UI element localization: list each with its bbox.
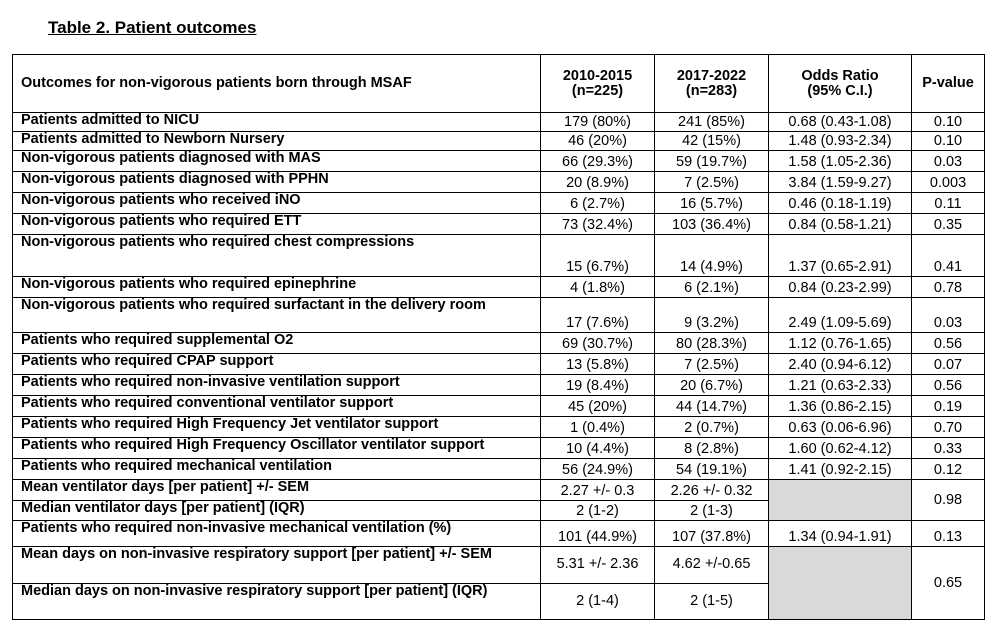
value-2017-2022: 2 (1-3) (655, 501, 769, 521)
value-2010-2015: 10 (4.4%) (541, 438, 655, 459)
header-2017-2022-years: 2017-2022 (676, 67, 747, 84)
p-value: 0.70 (912, 417, 985, 438)
outcome-label: Patients admitted to Newborn Nursery (13, 132, 541, 151)
table-row (13, 396, 985, 417)
table-row (13, 235, 985, 277)
table-row (13, 277, 985, 298)
table-row (13, 193, 985, 214)
patient-outcomes-table (12, 54, 985, 620)
header-2010-2015-n: (n=225) (571, 82, 624, 99)
value-2017-2022: 8 (2.8%) (655, 438, 769, 459)
value-2017-2022: 2.26 +/- 0.32 (655, 480, 769, 501)
outcome-label: Non-vigorous patients who required chest compressions (13, 235, 541, 277)
header-odds-ratio-title: Odds Ratio (801, 67, 879, 84)
odds-ratio: 1.58 (1.05-2.36) (769, 151, 912, 172)
value-2010-2015: 15 (6.7%) (541, 235, 655, 277)
p-value: 0.03 (912, 298, 985, 333)
p-value: 0.10 (912, 132, 985, 151)
value-2017-2022: 7 (2.5%) (655, 172, 769, 193)
table-row (13, 333, 985, 354)
table-row (13, 417, 985, 438)
odds-ratio: 1.12 (0.76-1.65) (769, 333, 912, 354)
value-2017-2022: 4.62 +/-0.65 (655, 547, 769, 584)
header-2010-2015-years: 2010-2015 (562, 67, 633, 84)
value-2017-2022: 9 (3.2%) (655, 298, 769, 333)
value-2010-2015: 1 (0.4%) (541, 417, 655, 438)
value-2017-2022: 2 (1-5) (655, 584, 769, 620)
value-2017-2022: 80 (28.3%) (655, 333, 769, 354)
outcome-label: Patients who required non-invasive ventilation support (13, 375, 541, 396)
table-row (13, 214, 985, 235)
value-2017-2022: 59 (19.7%) (655, 151, 769, 172)
value-2017-2022: 7 (2.5%) (655, 354, 769, 375)
outcome-label: Non-vigorous patients who required surfactant in the delivery room (13, 298, 541, 333)
header-2017-2022 (655, 55, 769, 113)
outcome-label: Median ventilator days [per patient] (IQR) (13, 501, 541, 521)
p-value: 0.33 (912, 438, 985, 459)
outcome-label: Patients who required mechanical ventilation (13, 459, 541, 480)
header-p-value: P-value (912, 55, 985, 113)
outcome-label: Non-vigorous patients who required ETT (13, 214, 541, 235)
value-2017-2022: 42 (15%) (655, 132, 769, 151)
table-row (13, 354, 985, 375)
p-value: 0.19 (912, 396, 985, 417)
header-odds-ratio-ci: (95% C.I.) (807, 82, 873, 99)
p-value: 0.65 (912, 547, 985, 620)
value-2010-2015: 2 (1-4) (541, 584, 655, 620)
outcome-label: Non-vigorous patients diagnosed with PPHN (13, 172, 541, 193)
value-2010-2015: 2.27 +/- 0.3 (541, 480, 655, 501)
table-title: Table 2. Patient outcomes (48, 18, 257, 37)
odds-ratio: 1.34 (0.94-1.91) (769, 521, 912, 547)
p-value: 0.03 (912, 151, 985, 172)
odds-ratio: 1.48 (0.93-2.34) (769, 132, 912, 151)
value-2010-2015: 19 (8.4%) (541, 375, 655, 396)
p-value: 0.35 (912, 214, 985, 235)
table-row (13, 375, 985, 396)
value-2017-2022: 54 (19.1%) (655, 459, 769, 480)
odds-ratio: 0.46 (0.18-1.19) (769, 193, 912, 214)
table-row (13, 151, 985, 172)
odds-ratio: 1.36 (0.86-2.15) (769, 396, 912, 417)
value-2017-2022: 241 (85%) (655, 113, 769, 132)
table-row (13, 480, 985, 501)
p-value: 0.10 (912, 113, 985, 132)
odds-ratio: 3.84 (1.59-9.27) (769, 172, 912, 193)
table-row (13, 298, 985, 333)
value-2010-2015: 56 (24.9%) (541, 459, 655, 480)
value-2010-2015: 73 (32.4%) (541, 214, 655, 235)
outcome-label: Patients who required conventional ventilator support (13, 396, 541, 417)
p-value: 0.78 (912, 277, 985, 298)
value-2017-2022: 107 (37.8%) (655, 521, 769, 547)
outcome-label: Median days on non-invasive respiratory support [per patient] (IQR) (13, 584, 541, 620)
value-2010-2015: 5.31 +/- 2.36 (541, 547, 655, 584)
table-row (13, 132, 985, 151)
p-value: 0.07 (912, 354, 985, 375)
odds-ratio: 0.68 (0.43-1.08) (769, 113, 912, 132)
table-row (13, 113, 985, 132)
header-outcomes: Outcomes for non-vigorous patients born through MSAF (13, 55, 541, 113)
outcome-label: Non-vigorous patients who received iNO (13, 193, 541, 214)
value-2010-2015: 69 (30.7%) (541, 333, 655, 354)
value-2010-2015: 46 (20%) (541, 132, 655, 151)
odds-ratio: 2.49 (1.09-5.69) (769, 298, 912, 333)
value-2017-2022: 103 (36.4%) (655, 214, 769, 235)
outcome-label: Patients who required High Frequency Jet ventilator support (13, 417, 541, 438)
value-2010-2015: 6 (2.7%) (541, 193, 655, 214)
odds-ratio: 0.84 (0.23-2.99) (769, 277, 912, 298)
table-row (13, 521, 985, 547)
value-2017-2022: 20 (6.7%) (655, 375, 769, 396)
table-row (13, 459, 985, 480)
table-row (13, 438, 985, 459)
outcome-label: Mean ventilator days [per patient] +/- SEM (13, 480, 541, 501)
outcome-label: Patients who required High Frequency Oscillator ventilator support (13, 438, 541, 459)
odds-ratio: 0.84 (0.58-1.21) (769, 214, 912, 235)
odds-ratio: 2.40 (0.94-6.12) (769, 354, 912, 375)
p-value: 0.56 (912, 333, 985, 354)
header-odds-ratio (769, 55, 912, 113)
odds-ratio: 1.41 (0.92-2.15) (769, 459, 912, 480)
value-2010-2015: 2 (1-2) (541, 501, 655, 521)
odds-ratio-empty (769, 480, 912, 521)
outcome-label: Patients who required supplemental O2 (13, 333, 541, 354)
value-2017-2022: 2 (0.7%) (655, 417, 769, 438)
p-value: 0.13 (912, 521, 985, 547)
value-2010-2015: 4 (1.8%) (541, 277, 655, 298)
table-row (13, 172, 985, 193)
outcome-label: Non-vigorous patients who required epinephrine (13, 277, 541, 298)
header-row (13, 55, 985, 113)
value-2010-2015: 13 (5.8%) (541, 354, 655, 375)
value-2010-2015: 17 (7.6%) (541, 298, 655, 333)
value-2017-2022: 16 (5.7%) (655, 193, 769, 214)
value-2010-2015: 45 (20%) (541, 396, 655, 417)
header-2010-2015 (541, 55, 655, 113)
value-2017-2022: 14 (4.9%) (655, 235, 769, 277)
p-value: 0.11 (912, 193, 985, 214)
value-2017-2022: 6 (2.1%) (655, 277, 769, 298)
outcome-label: Non-vigorous patients diagnosed with MAS (13, 151, 541, 172)
p-value: 0.41 (912, 235, 985, 277)
header-2017-2022-n: (n=283) (685, 82, 738, 99)
value-2010-2015: 101 (44.9%) (541, 521, 655, 547)
p-value: 0.56 (912, 375, 985, 396)
odds-ratio: 0.63 (0.06-6.96) (769, 417, 912, 438)
value-2010-2015: 179 (80%) (541, 113, 655, 132)
outcome-label: Patients who required CPAP support (13, 354, 541, 375)
table-row (13, 547, 985, 584)
odds-ratio: 1.21 (0.63-2.33) (769, 375, 912, 396)
value-2010-2015: 66 (29.3%) (541, 151, 655, 172)
outcome-label: Patients who required non-invasive mechanical ventilation (%) (13, 521, 541, 547)
odds-ratio-empty (769, 547, 912, 620)
odds-ratio: 1.37 (0.65-2.91) (769, 235, 912, 277)
outcome-label: Mean days on non-invasive respiratory support [per patient] +/- SEM (13, 547, 541, 584)
value-2010-2015: 20 (8.9%) (541, 172, 655, 193)
p-value: 0.003 (912, 172, 985, 193)
p-value: 0.12 (912, 459, 985, 480)
odds-ratio: 1.60 (0.62-4.12) (769, 438, 912, 459)
outcome-label: Patients admitted to NICU (13, 113, 541, 132)
value-2017-2022: 44 (14.7%) (655, 396, 769, 417)
p-value: 0.98 (912, 480, 985, 521)
